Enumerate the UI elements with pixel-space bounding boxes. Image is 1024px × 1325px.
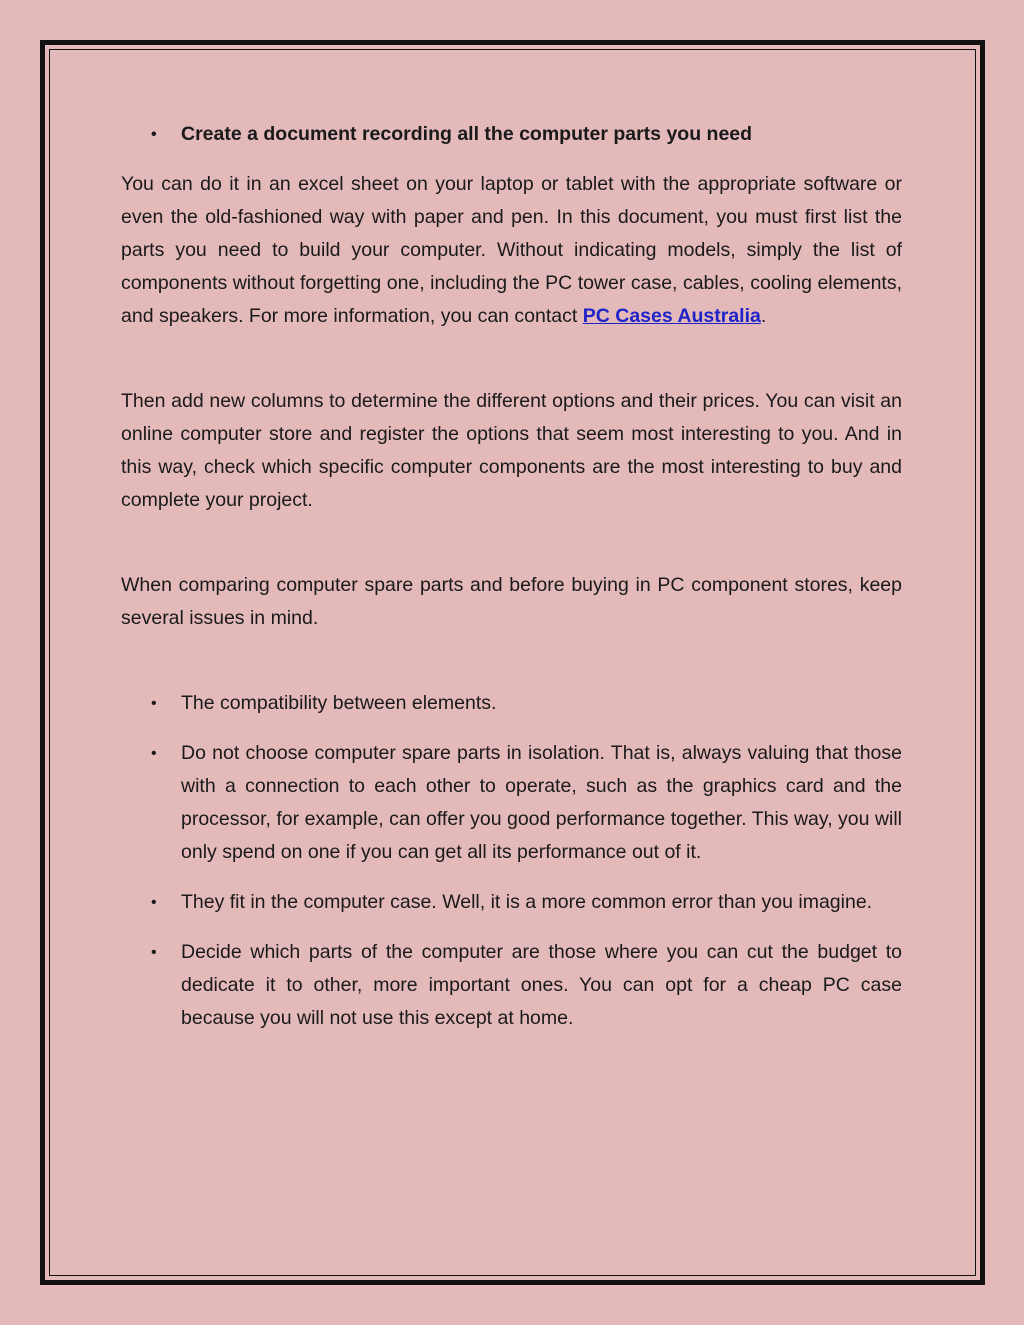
list-item: • Decide which parts of the computer are those where you can cut the budget to dedicate it to other, more important ones. You can opt for a cheap PC case because you will not use this except at home. — [121, 936, 902, 1035]
paragraph-columns: Then add new columns to determine the different options and their prices. You can visit an online computer store and register the options that seem most interesting to you. And in this way, check which specific computer components are the most interesting to buy and complete your project. — [121, 390, 902, 511]
heading-list — [121, 118, 902, 151]
paragraph-comparing: When comparing computer spare parts and before buying in PC component stores, keep several issues in mind. — [121, 574, 902, 629]
paragraph-intro-text: You can do it in an excel sheet on your laptop or tablet with the appropriate software or even the old-fashioned way with paper and pen. In this document, you must first list the parts you need to build your computer. Without indicating models, simply the list of components without forgetting one, including the PC tower case, cables, cooling elements, and speakers. For more information, you can contact — [121, 173, 902, 327]
pc-cases-australia-link[interactable]: PC Cases Australia — [582, 305, 761, 327]
section-heading: • Create a document recording all the computer parts you need — [121, 118, 902, 151]
list-item: • Do not choose computer spare parts in isolation. That is, always valuing that those with a connection to each other to operate, such as the graphics card and the processor, for example, can offer you good performance together. This way, you will only spend on one if you can get all its performance out of it. — [121, 737, 902, 869]
list-item: • The compatibility between elements. — [121, 687, 902, 720]
document-body — [121, 118, 902, 1052]
paragraph-intro — [121, 168, 902, 333]
issues-list — [121, 687, 902, 1035]
paragraph-intro-end: . — [760, 305, 767, 327]
list-item: • They fit in the computer case. Well, it is a more common error than you imagine. — [121, 886, 902, 919]
